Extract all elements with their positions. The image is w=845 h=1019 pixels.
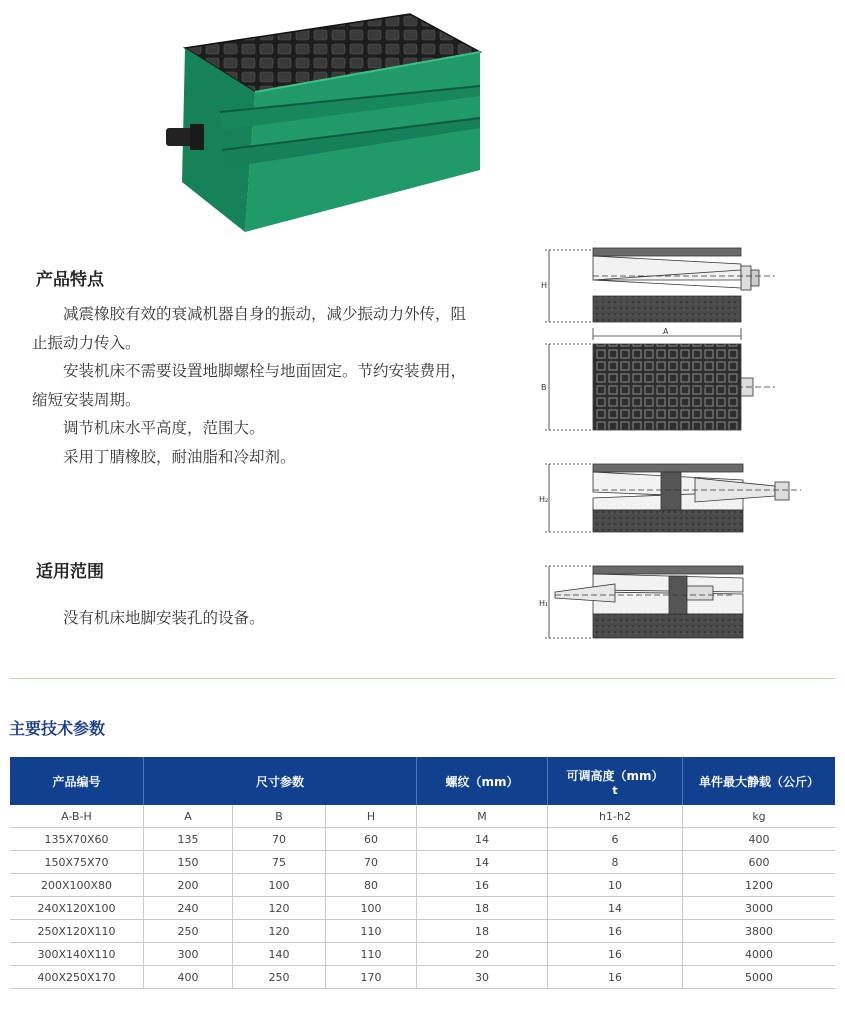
cell-m: 18 xyxy=(417,920,548,943)
cell-adjust: 8 xyxy=(548,851,683,874)
cell-m: 18 xyxy=(417,897,548,920)
features-text xyxy=(32,300,472,471)
feature-paragraph: 采用丁腈橡胶，耐油脂和冷却剂。 xyxy=(63,447,296,466)
cell-adjust: 6 xyxy=(548,828,683,851)
cell-adjust: 14 xyxy=(548,897,683,920)
cell-b: 70 xyxy=(233,828,326,851)
cell-h: 60 xyxy=(326,828,417,851)
feature-paragraph: 调节机床水平高度，范围大。 xyxy=(63,419,265,437)
cell-code: 400X250X170 xyxy=(10,966,144,989)
cell-a: 250 xyxy=(144,920,233,943)
scope-paragraph: 没有机床地脚安装孔的设备。 xyxy=(63,609,265,627)
table-subheader-row xyxy=(10,805,835,828)
feature-paragraph: 安装机床不需要设置地脚螺栓与地面固定。节约安装费用，缩短安装周期。 xyxy=(32,362,467,409)
cell-b: 100 xyxy=(233,874,326,897)
diagram-side-view xyxy=(545,248,775,340)
cell-code: 135X70X60 xyxy=(10,828,144,851)
cell-a: 300 xyxy=(144,943,233,966)
cell-load: 1200 xyxy=(683,874,836,897)
label-a: A xyxy=(663,327,669,336)
cell-load: 5000 xyxy=(683,966,836,989)
table-row xyxy=(10,851,835,874)
table-row xyxy=(10,828,835,851)
subheader-cell: M xyxy=(417,805,548,828)
cell-b: 120 xyxy=(233,920,326,943)
spec-table xyxy=(10,757,835,989)
label-b: B xyxy=(541,383,547,392)
header-dims: 尺寸参数 xyxy=(144,757,417,805)
cell-m: 20 xyxy=(417,943,548,966)
product-image xyxy=(150,0,500,240)
subheader-cell: B xyxy=(233,805,326,828)
header-adjust-label: 可调高度（mm） xyxy=(566,768,664,783)
label-h: H xyxy=(541,281,548,290)
table-row xyxy=(10,920,835,943)
cell-code: 200X100X80 xyxy=(10,874,144,897)
table-title: 主要技术参数 xyxy=(9,719,106,738)
subheader-cell: A-B-H xyxy=(10,805,144,828)
cell-code: 240X120X100 xyxy=(10,897,144,920)
cell-h: 110 xyxy=(326,920,417,943)
cell-load: 3800 xyxy=(683,920,836,943)
cell-code: 150X75X70 xyxy=(10,851,144,874)
cell-b: 120 xyxy=(233,897,326,920)
features-title: 产品特点 xyxy=(36,270,104,290)
scope-title: 适用范围 xyxy=(36,562,104,582)
feature-paragraph: 减震橡胶有效的衰减机器自身的振动，减少振动力外传，阻止振动力传入。 xyxy=(32,305,467,352)
cell-load: 400 xyxy=(683,828,836,851)
header-load: 单件最大静载（公斤） xyxy=(683,757,836,805)
header-adjust-sub: t xyxy=(612,783,618,797)
cell-a: 240 xyxy=(144,897,233,920)
subheader-cell: H xyxy=(326,805,417,828)
table-header-row xyxy=(10,757,835,805)
cell-adjust: 16 xyxy=(548,966,683,989)
cell-adjust: 16 xyxy=(548,943,683,966)
cell-adjust: 10 xyxy=(548,874,683,897)
cell-load: 600 xyxy=(683,851,836,874)
cell-a: 150 xyxy=(144,851,233,874)
cell-h: 110 xyxy=(326,943,417,966)
cell-b: 250 xyxy=(233,966,326,989)
cell-load: 3000 xyxy=(683,897,836,920)
cell-load: 4000 xyxy=(683,943,836,966)
cell-b: 75 xyxy=(233,851,326,874)
table-row xyxy=(10,966,835,989)
cell-m: 14 xyxy=(417,828,548,851)
cell-b: 140 xyxy=(233,943,326,966)
cell-h: 100 xyxy=(326,897,417,920)
table-row xyxy=(10,874,835,897)
subheader-cell: kg xyxy=(683,805,836,828)
cell-adjust: 16 xyxy=(548,920,683,943)
scope-text xyxy=(32,604,472,633)
cell-m: 16 xyxy=(417,874,548,897)
table-row xyxy=(10,943,835,966)
subheader-cell: h1-h2 xyxy=(548,805,683,828)
header-adjust xyxy=(548,757,683,805)
label-h1: H₁ xyxy=(539,599,549,608)
cell-m: 14 xyxy=(417,851,548,874)
cell-a: 200 xyxy=(144,874,233,897)
diagram-section-h2 xyxy=(545,464,801,532)
diagram-section-h1 xyxy=(545,566,743,638)
cell-h: 80 xyxy=(326,874,417,897)
table-row xyxy=(10,897,835,920)
cell-m: 30 xyxy=(417,966,548,989)
label-h2: H₂ xyxy=(539,495,549,504)
cell-h: 70 xyxy=(326,851,417,874)
diagram-top-view xyxy=(545,344,775,430)
cell-code: 250X120X110 xyxy=(10,920,144,943)
header-code: 产品编号 xyxy=(10,757,144,805)
section-divider xyxy=(10,678,835,679)
header-thread: 螺纹（mm） xyxy=(417,757,548,805)
technical-diagrams xyxy=(535,240,815,650)
cell-code: 300X140X110 xyxy=(10,943,144,966)
subheader-cell: A xyxy=(144,805,233,828)
cell-a: 135 xyxy=(144,828,233,851)
cell-a: 400 xyxy=(144,966,233,989)
cell-h: 170 xyxy=(326,966,417,989)
